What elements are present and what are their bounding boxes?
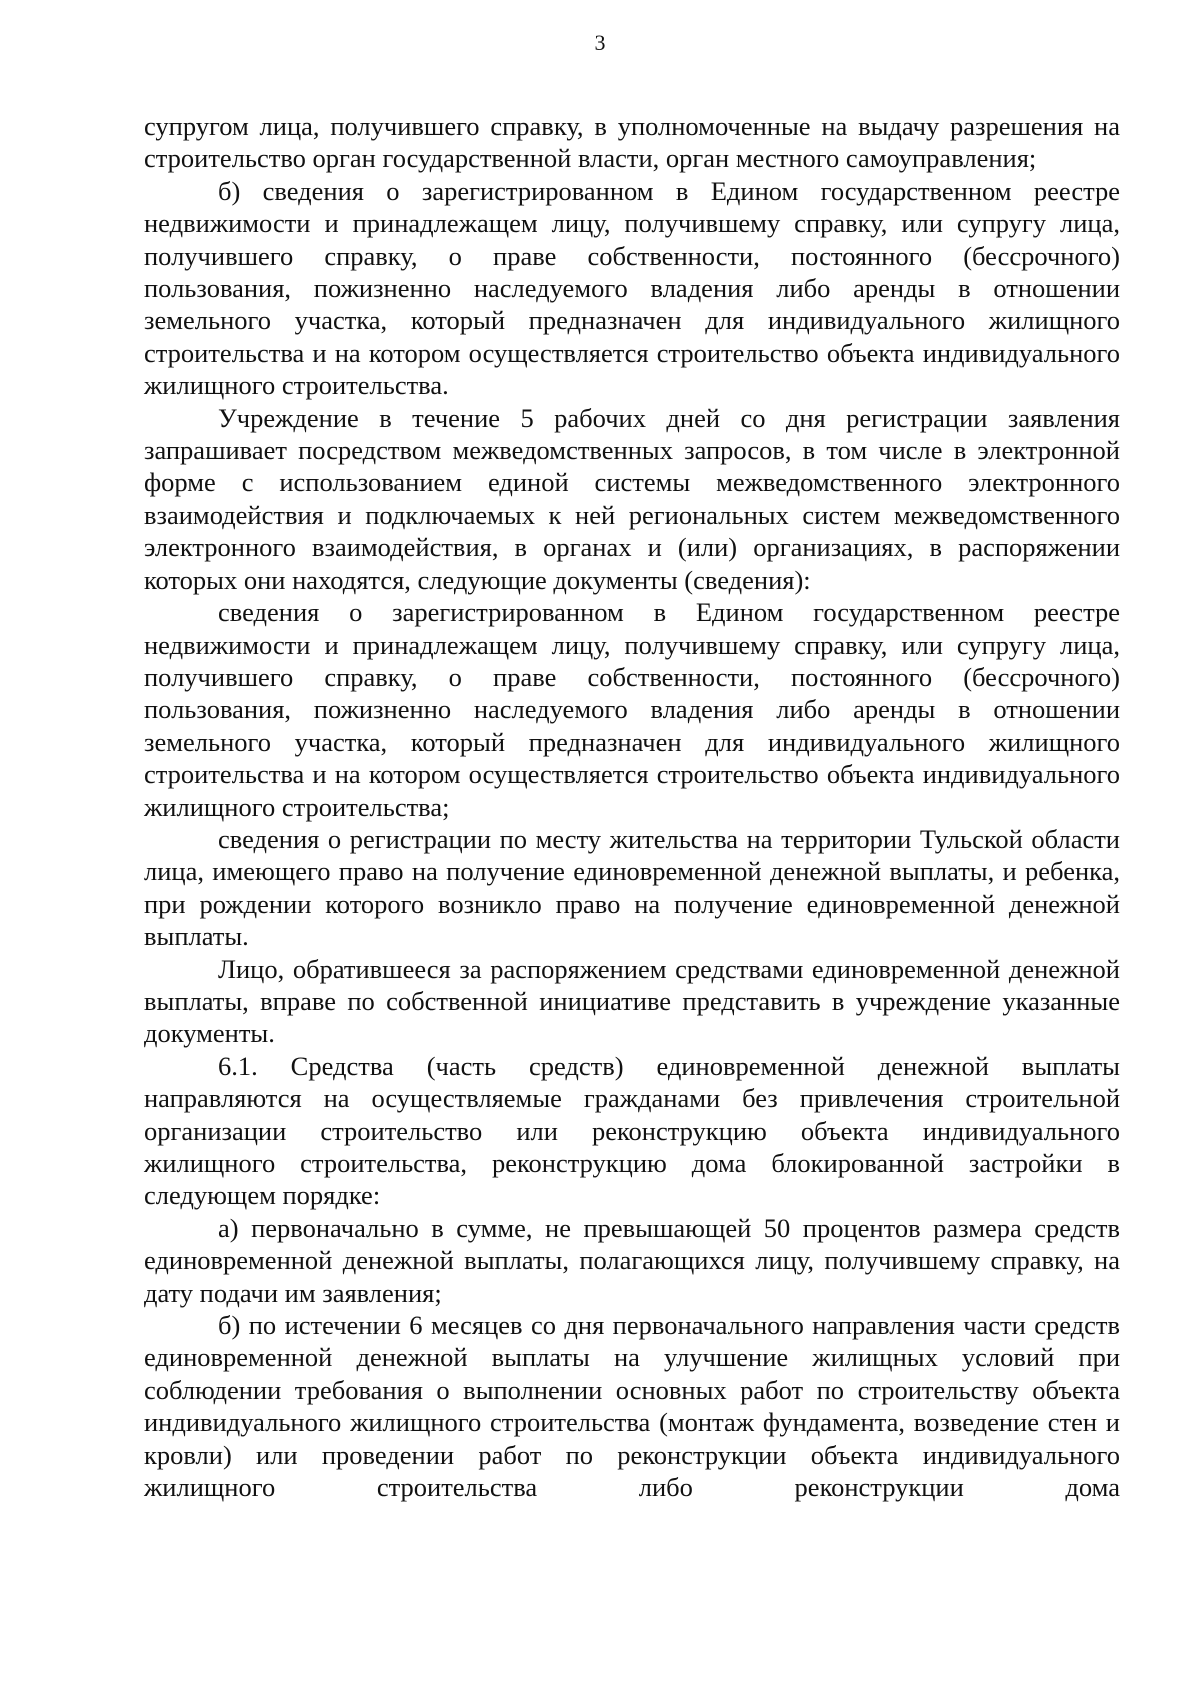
paragraph-residence-registration: сведения о регистрации по месту жительства на территории Тульской области лица, имеющего право на получение единовременной денежной выплаты, и ребенка, при рождении которого возникло право на получение единовременной денежной выплаты.: [144, 823, 1120, 952]
paragraph-interagency-requests: Учреждение в течение 5 рабочих дней со дня регистрации заявления запрашивает посредством межведомственных запросов, в том числе в электронной форме с использованием единой системы межведомственного электронного взаимодействия и подключаемых к ней региональных систем межведомственного электронного взаимодействия, в органах и (или) организациях, в распоряжении которых они находятся, следующие документы (сведения):: [144, 402, 1120, 595]
paragraph-item-a-initial-sum: а) первоначально в сумме, не превышающей 50 процентов размера средств единовременной денежной выплаты, полагающихся лицу, получившему справку, на дату подачи им заявления;: [144, 1212, 1120, 1308]
paragraph-registry-info: сведения о зарегистрированном в Едином государственном реестре недвижимости и принадлежащем лицу, получившему справку, или супругу лица, получившего справку, о праве собственности, постоянного (бессрочного) пользования, пожизненно наследуемого владения либо аренды в отношении земельного участка, который предназначен для индивидуального жилищного строительства и на котором осуществляется строительство объекта индивидуального жилищного строительства;: [144, 597, 1120, 822]
paragraph-item-b-registry-info: б) сведения о зарегистрированном в Едином государственном реестре недвижимости и принадлежащем лицу, получившему справку, или супругу лица, получившего справку, о праве собственности, постоянного (бессрочного) пользования, пожизненно наследуемого владения либо аренды в отношении земельного участка, который предназначен для индивидуального жилищного строительства и на котором осуществляется строительство объекта индивидуального жилищного строительства.: [144, 175, 1120, 401]
paragraph-continuation: супругом лица, получившего справку, в уполномоченные на выдачу разрешения на строительство орган государственной власти, орган местного самоуправления;: [144, 111, 1120, 174]
document-body: [144, 110, 1120, 1503]
paragraph-item-b-after-6-months: б) по истечении 6 месяцев со дня первоначального направления части средств единовременной денежной выплаты на улучшение жилищных условий при соблюдении требования о выполнении основных работ по строительству объекта индивидуального жилищного строительства (монтаж фундамента, возведение стен и кровли) или проведении работ по реконструкции объекта индивидуального жилищного строительства либо реконструкции дома: [144, 1310, 1120, 1503]
page-number: 3: [594, 30, 606, 55]
paragraph-section-6-1: 6.1. Средства (часть средств) единовременной денежной выплаты направляются на осуществляемые гражданами без привлечения строительной организации строительство или реконструкцию объекта индивидуального жилищного строительства, реконструкцию дома блокированной застройки в следующем порядке:: [144, 1050, 1120, 1211]
paragraph-own-initiative: Лицо, обратившееся за распоряжением средствами единовременной денежной выплаты, вправе по собственной инициативе представить в учреждение указанные документы.: [144, 953, 1120, 1049]
